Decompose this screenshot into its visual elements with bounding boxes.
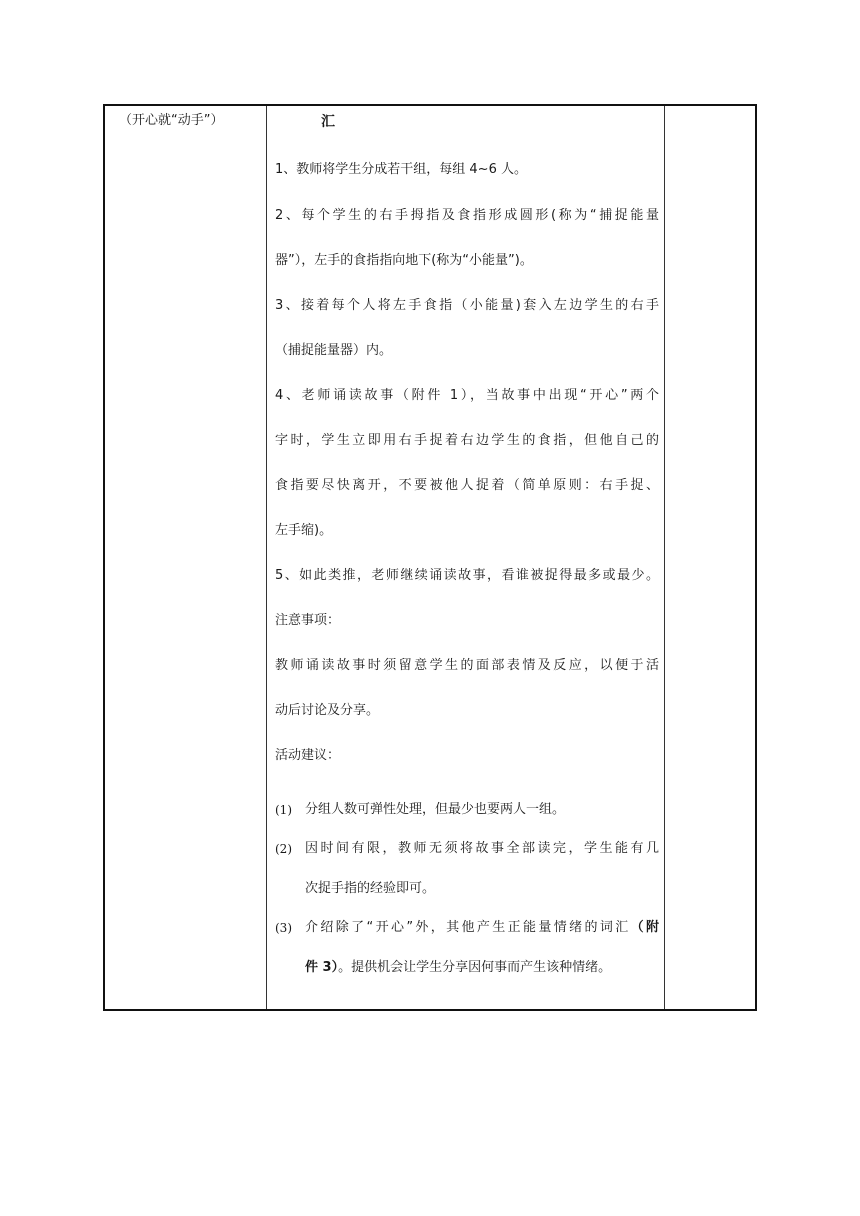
- step-2-line-2: 器”），左手的食指指向地下(称为“小能量”)。: [275, 253, 533, 268]
- step-3-line-2: （捕捉能量器）内。: [275, 343, 393, 358]
- step-4-line-3: 食指要尽快离开，不要被他人捉着（简单原则：右手捉、: [275, 478, 659, 493]
- suggestion-2-line-1: 因时间有限，教师无须将故事全部读完，学生能有几: [305, 841, 659, 856]
- notes-title: 注意事项：: [275, 613, 341, 628]
- suggestion-3-text-1: 介绍除了“开心”外，其他产生正能量情绪的词汇: [305, 920, 631, 935]
- step-2-line-1: 2、每个学生的右手拇指及食指形成圆形(称为“捕捉能量: [275, 208, 659, 223]
- notes-line-2: 动后讨论及分享。: [275, 703, 380, 718]
- activity-name-cell: （开心就“动手”）: [119, 113, 224, 128]
- suggestion-2-number: (2): [275, 842, 292, 856]
- step-3-line-1: 3、接着每个人将左手食指（小能量)套入左边学生的右手: [275, 298, 659, 313]
- suggestion-3-number: (3): [275, 921, 292, 935]
- lesson-table: [103, 104, 757, 1011]
- step-4-line-4: 左手缩)。: [275, 523, 333, 538]
- suggestion-1-number: (1): [275, 803, 292, 817]
- column-divider-1: [266, 106, 267, 1009]
- step-1-line-1: 1、教师将学生分成若干组，每组 4~6 人。: [275, 162, 527, 177]
- column-divider-2: [664, 106, 665, 1009]
- step-4-line-1: 4、老师诵读故事（附件 1），当故事中出现“开心”两个: [275, 388, 659, 403]
- step-5-line-1: 5、如此类推，老师继续诵读故事，看谁被捉得最多或最少。: [275, 568, 659, 583]
- suggestion-3-line-2: [305, 958, 611, 978]
- suggestion-3-line-1: [305, 918, 659, 938]
- suggestion-3-bold-2: 件 3）: [305, 960, 339, 975]
- step-4-line-2: 字时，学生立即用右手捉着右边学生的食指，但他自己的: [275, 433, 659, 448]
- suggestion-1-line-1: 分组人数可弹性处理，但最少也要两人一组。: [305, 802, 566, 817]
- notes-line-1: 教师诵读故事时须留意学生的面部表情及反应，以便于活: [275, 658, 659, 673]
- suggestions-title: 活动建议：: [275, 748, 341, 763]
- suggestion-3-bold-1: （附: [630, 920, 659, 935]
- suggestion-2-line-2: 次捉手指的经验即可。: [305, 881, 436, 896]
- heading-fragment: 汇: [321, 114, 335, 130]
- suggestion-3-text-2: 。提供机会让学生分享因何事而产生该种情绪。: [338, 960, 612, 975]
